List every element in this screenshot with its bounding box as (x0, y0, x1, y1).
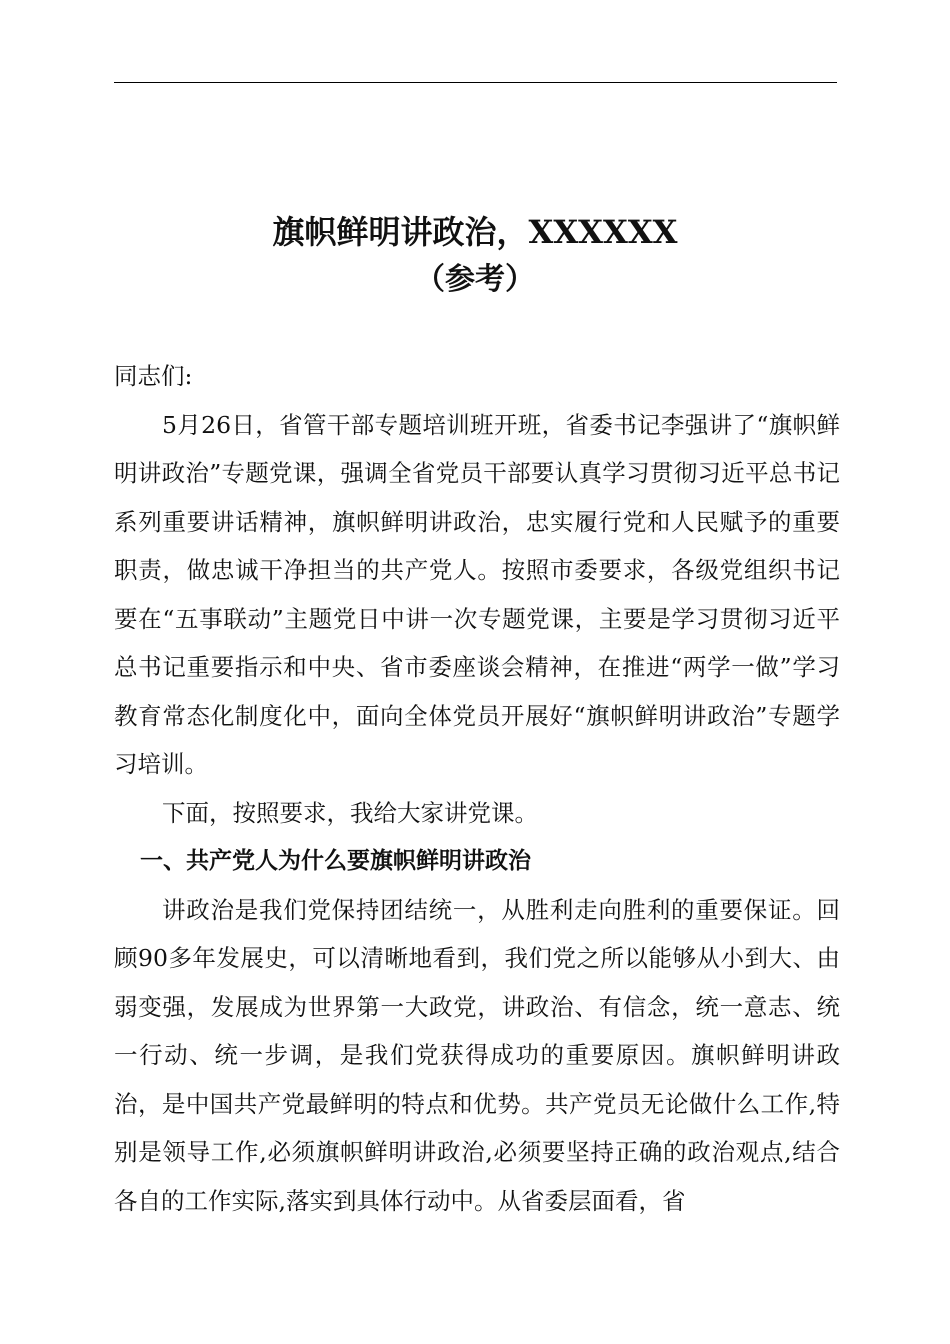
section-heading: 一、共产党人为什么要旗帜鲜明讲政治 (140, 848, 531, 874)
body-paragraph: 下面，按照要求，我给大家讲党课。 (162, 798, 538, 827)
header-rule (114, 82, 837, 83)
salutation: 同志们: (114, 362, 193, 390)
body-paragraph: 5月26日，省管干部专题培训班开班，省委书记李强讲了“旗帜鲜明讲政治”专题党课，强调全省党员干部要认真学习贯彻习近平总书记系列重要讲话精神，旗帜鲜明讲政治，忠实履行党和人民赋予的重要职责，做忠诚干净担当的共产党人。按照市委要求，各级党组织书记要在“五事联动”主题党日中讲一次专题党课，主要是学习贯彻习近平总书记重要指示和中央、省市委座谈会精神，在推进“两学一做”学习教育常态化制度化中，面向全体党员开展好“旗帜鲜明讲政治”专题学习培训。 (114, 410, 840, 778)
document-subtitle: （参考） (415, 262, 535, 297)
document-title: 旗帜鲜明讲政治，XXXXXX (272, 213, 678, 251)
document-body (114, 352, 840, 1225)
body-paragraph: 讲政治是我们党保持团结统一，从胜利走向胜利的重要保证。回顾90多年发展史，可以清晰地看到，我们党之所以能够从小到大、由弱变强，发展成为世界第一大政党，讲政治、有信念，统一意志、统一行动、统一步调，是我们党获得成功的重要原因。旗帜鲜明讲政治，是中国共产党最鲜明的特点和优势。共产党员无论做什么工作,特别是领导工作,必须旗帜鲜明讲政治,必须要坚持正确的政治观点,结合各自的工作实际,落实到具体行动中。从省委层面看，省 (114, 895, 840, 1215)
